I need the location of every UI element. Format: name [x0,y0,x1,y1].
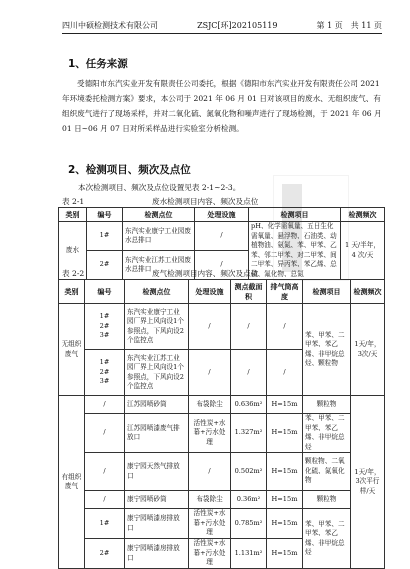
area-cell: / [231,350,267,396]
table-2-2-code: 表 2-2 [62,269,85,278]
number-cell: 1# 2# 3# [85,350,125,396]
frequency-cell: 1 天/半年，4 次/天 [341,222,385,280]
facility-cell: / [189,350,231,396]
header-facility: 处理设施 [189,280,231,304]
table-2-1-title: 废水检测项目内容、频次及点位 [152,197,259,206]
number-cell: 1# 2# 3# [85,304,125,350]
facility-cell: / [189,304,231,350]
items-cell: 颗粒物 [303,491,351,509]
area-cell: 0.502m² [231,453,267,491]
number-cell: / [85,414,125,453]
number-cell: / [85,396,125,414]
header-category: 类别 [59,280,85,304]
header-number: 编号 [85,280,125,304]
facility-cell: / [189,453,231,491]
company-name: 四川中硕检测技术有限公司 [62,20,158,30]
header-area: 测点截面积 [231,280,267,304]
height-cell: H=15m [267,539,303,569]
category-cell: 废水 [59,222,87,280]
point-cell: 东汽实业康宁工业园废水总排口 [123,222,195,251]
point-cell: 江苏园喷砂筒 [125,396,189,414]
area-cell: 0.36m² [231,491,267,509]
header-facility: 处理设施 [195,208,249,222]
section-2-intro: 本次检测项目、频次及点位设置见表 2-1~2-3。 [78,183,241,192]
number-cell: 2# [87,251,123,280]
table-header-row [59,280,385,304]
table-row [59,304,385,350]
section-1-paragraph: 受德阳市东汽实业开发有限责任公司委托，根据《德阳市东汽实业开发有限责任公司 2021 年环境委托检测方案》要求，本公司于 2021 年 06 月 01 日对该项目的废水、无组织废气、有组织废气进行了现场采样，并对二氧化硫、氮氧化物和噪声进行了现场检测，于 2021 年 06 月 01 日~06 月 07 日对所采样品进行实验室分析检测。 [62,79,382,133]
area-cell: 1.131m² [231,539,267,569]
table-row [59,491,385,509]
table-row [59,509,385,539]
header-frequency: 检测频次 [341,208,385,222]
header-items: 检测项目 [249,208,341,222]
number-cell: 2# [85,539,125,569]
report-code: ZSJC[环]202105119 [197,20,278,30]
facility-cell: 活性炭+水幕+污水处理 [189,539,231,569]
facility-cell: 活性炭+水幕+污水处理 [189,414,231,453]
facility-cell: 布袋除尘 [189,491,231,509]
frequency-cell: 1天/年，3次/天 [351,304,385,396]
number-cell: / [85,453,125,491]
items-cell: 颗粒物、二氧化硫、氮氧化物 [303,453,351,491]
point-cell: 东汽实业江苏工业园厂界上风向设1个参照点，下风向设2个监控点 [125,350,189,396]
header-number: 编号 [87,208,123,222]
number-cell: 1# [87,222,123,251]
page-header [62,18,382,32]
page-number: 第 1 页 共 11 页 [316,20,382,30]
facility-cell: 布袋除尘 [189,396,231,414]
point-cell: 康宁园天然气排放口 [125,453,189,491]
table-row [59,414,385,453]
height-cell: H=15m [267,453,303,491]
header-divider [62,33,382,34]
area-cell: 0.785m² [231,509,267,539]
header-category: 类别 [59,208,87,222]
items-cell: 苯、甲苯、二甲苯、苯乙烯、非甲烷总烃 [303,509,351,569]
height-cell: / [267,304,303,350]
frequency-cell: 1天/年，3次平行样/天 [351,396,385,569]
point-cell: 东汽实业康宁工业园厂界上风向设1个参照点，下风向设2个监控点 [125,304,189,350]
height-cell: H=15m [267,414,303,453]
number-cell: 1# [85,509,125,539]
height-cell: H=15m [267,491,303,509]
height-cell: H=15m [267,396,303,414]
point-cell: 康宁园喷漆房排放口 [125,509,189,539]
table-row [59,396,385,414]
category-cell: 有组织废气 [59,396,85,569]
area-cell: 0.636m² [231,396,267,414]
items-cell: 苯、甲苯、二甲苯、苯乙烯、非甲烷总烃、颗粒物 [303,304,351,396]
area-cell: 1.327m² [231,414,267,453]
header-point: 检测点位 [125,280,189,304]
items-cell: pH、化学需氧量、五日生化需氧量、悬浮物、石油类、动植物油、氨氮、苯、甲苯、乙苯、邻二甲苯、对二甲苯、间二甲苯、异丙苯、苯乙烯、总磷、氟化物、总氮 [249,222,341,280]
number-cell: / [85,491,125,509]
point-cell: 东汽实业江苏工业园废水总排口 [123,251,195,280]
exhaust-gas-table [58,279,385,569]
height-cell: H=15m [267,509,303,539]
point-cell: 康宁园喷砂筒 [125,491,189,509]
category-cell: 无组织废气 [59,304,85,396]
header-point: 检测点位 [123,208,195,222]
table-2-1-code: 表 2-1 [62,197,85,206]
facility-cell: / [195,251,249,280]
point-cell: 江苏园喷漆废气排放口 [125,414,189,453]
header-items: 检测项目 [303,280,351,304]
table-row [59,453,385,491]
table-row [59,222,385,251]
section-2-title: 2、检测项目、频次及点位 [68,164,191,176]
table-header-row [59,208,385,222]
facility-cell: / [195,222,249,251]
height-cell: / [267,350,303,396]
point-cell: 康宁园喷漆房排放口 [125,539,189,569]
facility-cell: 活性炭+水幕+污水处理 [189,509,231,539]
header-frequency: 检测频次 [351,280,385,304]
items-cell: 颗粒物 [303,396,351,414]
header-height: 排气筒高度 [267,280,303,304]
table-2-2-title: 废气检测项目内容、频次及点位 [152,269,259,278]
items-cell: 苯、甲苯、二甲苯、苯乙烯、非甲烷总烃 [303,414,351,453]
section-1-title: 1、任务来源 [68,58,128,70]
area-cell: / [231,304,267,350]
